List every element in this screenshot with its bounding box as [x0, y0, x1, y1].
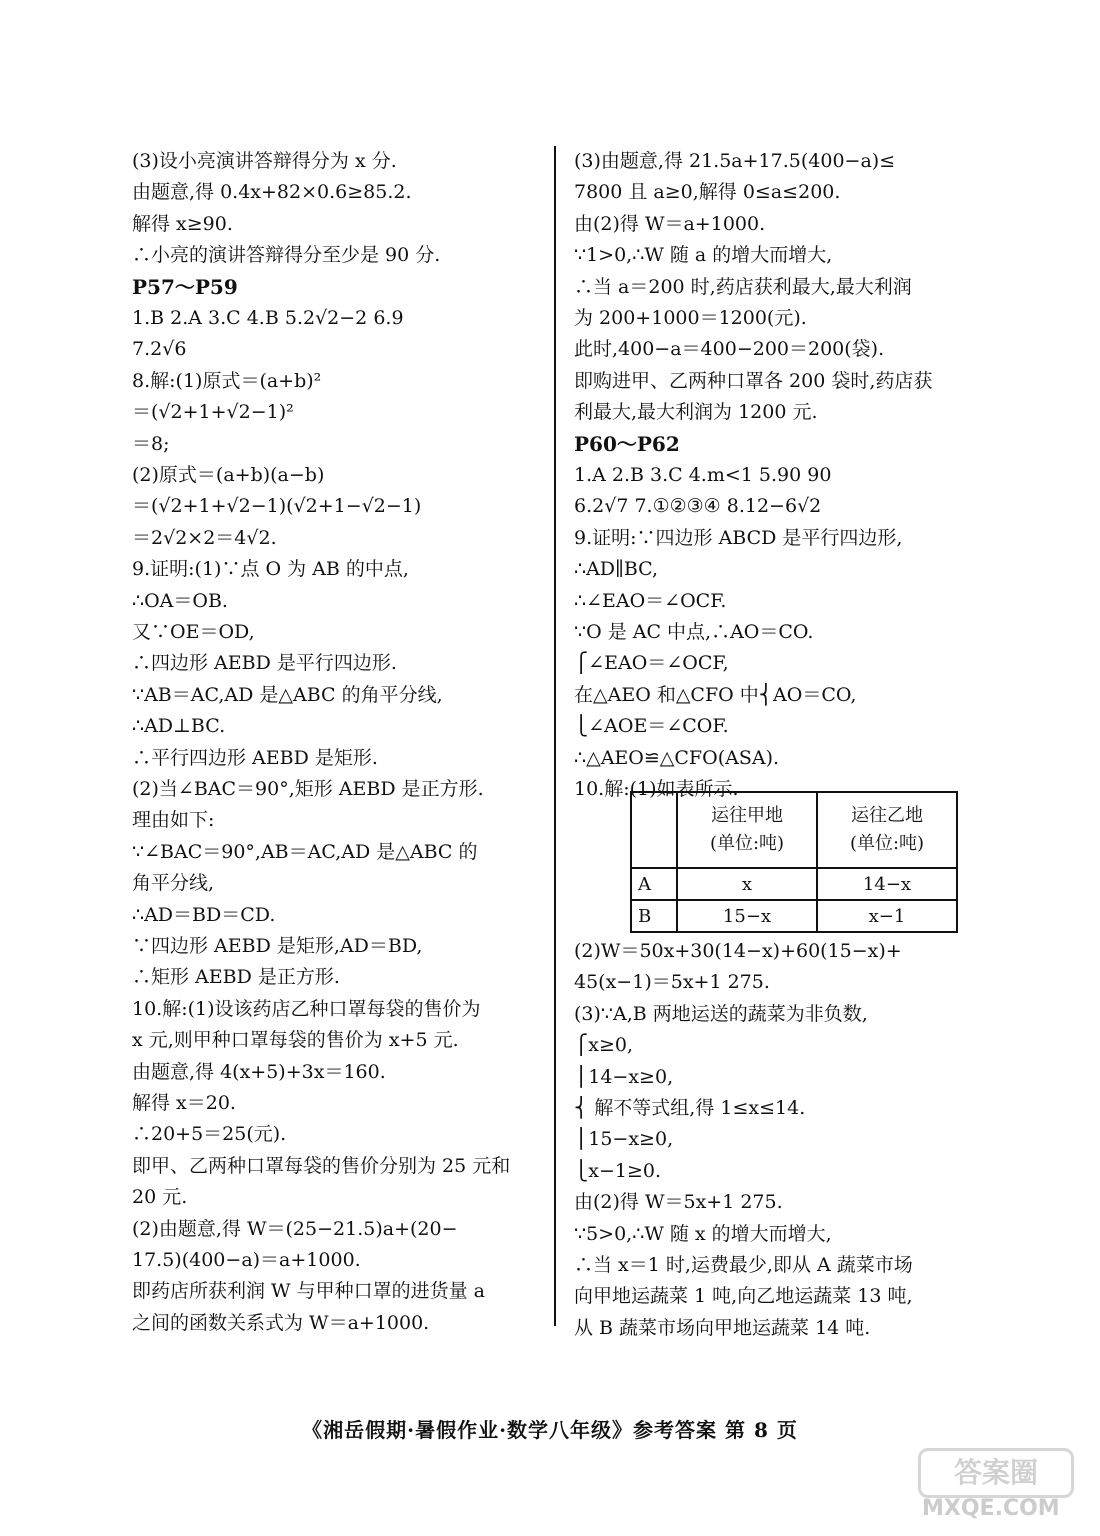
- answer-line: 由(2)得 W＝a+1000.: [574, 212, 766, 235]
- table-cell: B: [631, 900, 677, 932]
- watermark-url: MXQE.COM: [922, 1496, 1060, 1521]
- column-divider: [554, 146, 556, 1326]
- answer-line: 由题意,得 0.4x+82×0.6≥85.2.: [132, 181, 412, 204]
- answer-line: 此时,400−a＝400−200＝200(袋).: [574, 338, 885, 361]
- answer-line: 又∵OE＝OD,: [132, 621, 255, 643]
- answer-line: ⎪15−x≥0,: [574, 1128, 674, 1151]
- table-header-text: 运往乙地: [851, 805, 923, 826]
- answer-line: 即甲、乙两种口罩每袋的售价分别为 25 元和: [132, 1154, 511, 1177]
- table-header-row: [631, 792, 957, 868]
- answer-line: ＝2√2×2＝4√2.: [132, 526, 277, 549]
- answer-line: ∴AD⊥BC.: [132, 715, 226, 738]
- table-header-cell: [677, 792, 817, 868]
- answer-line: ∴小亮的演讲答辩得分至少是 90 分.: [132, 244, 441, 267]
- watermark-logo-text: 答案圈: [918, 1448, 1074, 1498]
- answer-line: ∴矩形 AEBD 是正方形.: [132, 966, 340, 989]
- answer-line: x 元,则甲种口罩每袋的售价为 x+5 元.: [132, 1029, 459, 1052]
- answer-line: (2)当∠BAC＝90°,矩形 AEBD 是正方形.: [132, 778, 484, 800]
- answer-line: 20 元.: [132, 1186, 188, 1209]
- table-cell: 15−x: [677, 900, 817, 932]
- table-row: [631, 868, 957, 900]
- section-heading: P60～P62: [574, 431, 680, 456]
- answer-line: ∵AB＝AC,AD 是△ABC 的角平分线,: [132, 683, 443, 706]
- answer-line: 解得 x＝20.: [132, 1092, 236, 1114]
- answer-line: ⎨ 解不等式组,得 1≤x≤14.: [574, 1097, 806, 1119]
- answer-line: (3)∵A,B 两地运送的蔬菜为非负数,: [574, 1002, 868, 1025]
- table-header-text: (单位:吨): [709, 833, 785, 854]
- answer-line: 利最大,最大利润为 1200 元.: [574, 401, 818, 424]
- answer-line: (2)由题意,得 W＝(25−21.5)a+(20−: [132, 1217, 458, 1240]
- answer-line: ∴当 x＝1 时,运费最少,即从 A 蔬菜市场: [574, 1254, 913, 1276]
- table-row: [631, 900, 957, 932]
- answer-line: 在△AEO 和△CFO 中⎨AO＝CO,: [574, 683, 857, 706]
- answer-line: ∴△AEO≌△CFO(ASA).: [574, 746, 780, 769]
- answer-line: (3)设小亮演讲答辩得分为 x 分.: [132, 150, 397, 172]
- answer-line: ∵∠BAC＝90°,AB＝AC,AD 是△ABC 的: [132, 840, 478, 863]
- answer-line: 10.解:(1)如表所示.: [574, 778, 739, 800]
- table-cell: x−1: [817, 900, 957, 932]
- answer-line: ＝(√2+1+√2−1)²: [132, 401, 294, 424]
- answer-line: (2)W＝50x+30(14−x)+60(15−x)+: [574, 940, 902, 962]
- answer-line: (3)由题意,得 21.5a+17.5(400−a)≤: [574, 150, 896, 172]
- page-footer: 《湘岳假期·暑假作业·数学八年级》参考答案 第 8 页: [302, 1418, 798, 1442]
- answer-line: ＝8;: [132, 432, 170, 455]
- answer-line: 7800 且 a≥0,解得 0≤a≤200.: [574, 181, 841, 204]
- answer-line: 为 200+1000＝1200(元).: [574, 307, 807, 329]
- answer-line: ∴AD＝BD＝CD.: [132, 903, 276, 926]
- answer-line: ∵四边形 AEBD 是矩形,AD＝BD,: [132, 935, 423, 957]
- answer-line: 理由如下:: [132, 809, 215, 832]
- watermark-logo: [918, 1448, 1078, 1520]
- table-cell: A: [631, 868, 677, 900]
- transport-table: [630, 791, 958, 933]
- answer-line: 7.2√6: [132, 338, 187, 361]
- answer-line: 即购进甲、乙两种口罩各 200 袋时,药店获: [574, 369, 933, 392]
- answer-line: 由题意,得 4(x+5)+3x＝160.: [132, 1060, 386, 1083]
- table-cell: x: [677, 868, 817, 900]
- answer-line: 8.解:(1)原式＝(a+b)²: [132, 369, 322, 392]
- table-cell: 14−x: [817, 868, 957, 900]
- answer-line: 之间的函数关系式为 W＝a+1000.: [132, 1311, 430, 1334]
- answer-line: ∴当 a＝200 时,药店获利最大,最大利润: [574, 275, 912, 298]
- answer-line: 由(2)得 W＝5x+1 275.: [574, 1191, 783, 1214]
- answer-line: (2)原式＝(a+b)(a−b): [132, 464, 325, 486]
- answer-line: ∵5>0,∴W 随 x 的增大而增大,: [574, 1222, 832, 1245]
- answer-line: 9.证明:∵四边形 ABCD 是平行四边形,: [574, 526, 903, 549]
- table-header-cell: [631, 792, 677, 868]
- answer-line: ⎧∠EAO＝∠OCF,: [574, 652, 729, 675]
- section-heading: P57～P59: [132, 274, 238, 299]
- answer-line: 解得 x≥90.: [132, 212, 233, 235]
- answer-line: ⎩∠AOE＝∠COF.: [574, 715, 729, 738]
- answer-line: 角平分线,: [132, 872, 215, 895]
- answer-line: ∴20+5＝25(元).: [132, 1123, 287, 1146]
- table-header-text: 运往甲地: [711, 805, 783, 826]
- answer-line: ⎧x≥0,: [574, 1034, 634, 1057]
- answer-line: ∴∠EAO＝∠OCF.: [574, 589, 727, 612]
- answer-line: ∴OA＝OB.: [132, 589, 228, 612]
- answer-line: ＝(√2+1+√2−1)(√2+1−√2−1): [132, 495, 422, 518]
- answer-line: ⎩x−1≥0.: [574, 1159, 662, 1182]
- answer-line: 从 B 蔬菜市场向甲地运蔬菜 14 吨.: [574, 1316, 871, 1339]
- answer-line: 45(x−1)＝5x+1 275.: [574, 971, 770, 994]
- answer-line: 即药店所获利润 W 与甲种口罩的进货量 a: [132, 1280, 485, 1303]
- answer-line: ∴四边形 AEBD 是平行四边形.: [132, 652, 397, 675]
- answer-line: ∴AD∥BC,: [574, 558, 659, 581]
- answer-line: ∴平行四边形 AEBD 是矩形.: [132, 746, 378, 769]
- answer-line: ∵O 是 AC 中点,∴AO＝CO.: [574, 621, 814, 643]
- answer-line: 17.5)(400−a)＝a+1000.: [132, 1249, 361, 1271]
- table-header-cell: [817, 792, 957, 868]
- table-header-text: (单位:吨): [849, 833, 925, 854]
- answer-line: 9.证明:(1)∵点 O 为 AB 的中点,: [132, 558, 409, 581]
- answer-line: 6.2√7 7.①②③④ 8.12−6√2: [574, 495, 822, 518]
- answer-line: ∵1>0,∴W 随 a 的增大而增大,: [574, 244, 833, 267]
- answer-line: 向甲地运蔬菜 1 吨,向乙地运蔬菜 13 吨,: [574, 1285, 913, 1308]
- answer-line: 1.A 2.B 3.C 4.m<1 5.90 90: [574, 464, 832, 486]
- answer-line: 10.解:(1)设该药店乙种口罩每袋的售价为: [132, 997, 481, 1020]
- answer-line: 1.B 2.A 3.C 4.B 5.2√2−2 6.9: [132, 307, 404, 329]
- answer-line: ⎪14−x≥0,: [574, 1065, 674, 1088]
